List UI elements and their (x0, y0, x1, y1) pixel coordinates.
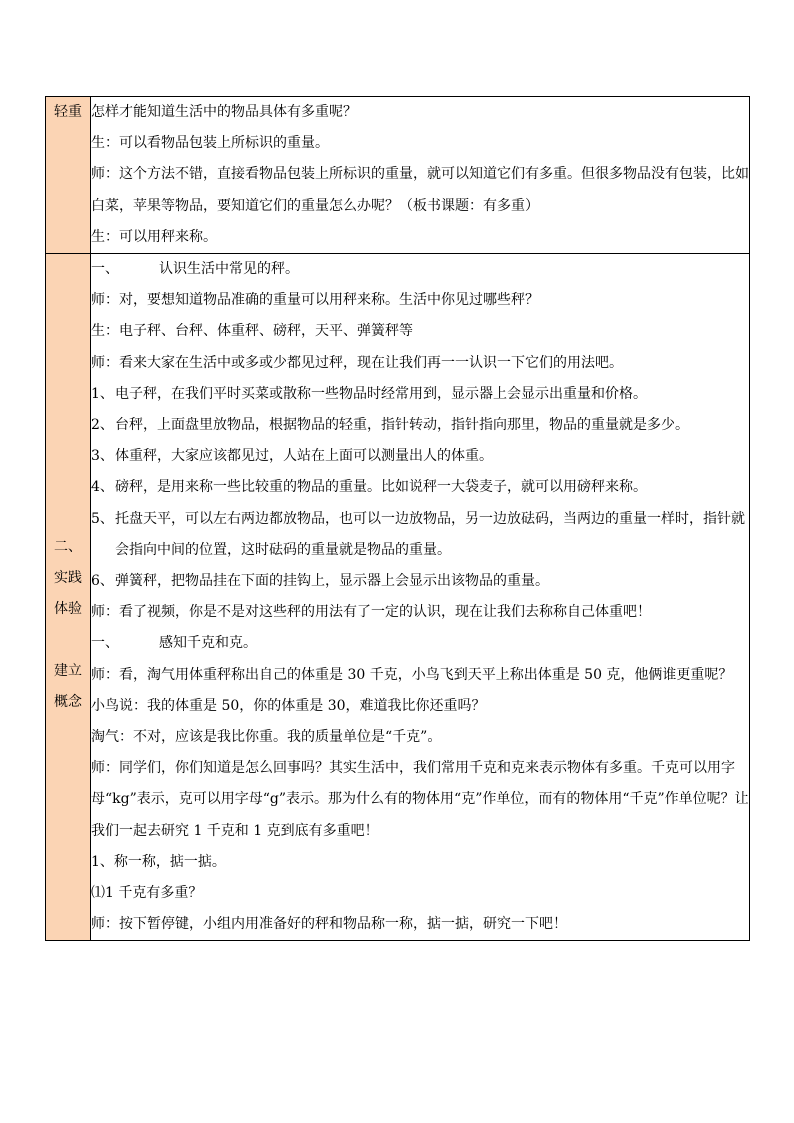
section-label-spacer (46, 625, 90, 656)
text-line: 师：这个方法不错，直接看物品包装上所标识的重量，就可以知道它们有多重。但很多物品没有包装，比如白菜，苹果等物品，要知道它们的重量怎么办呢？（板书课题：有多重） (91, 166, 749, 214)
section-heading (91, 254, 749, 285)
text-line: 生：可以用秤来称。 (91, 228, 217, 245)
list-item-number: 1、 (91, 385, 114, 402)
text-line: 淘气：不对，应该是我比你重。我的质量单位是“千克”。 (91, 729, 442, 746)
text-line: 师：对，要想知道物品准确的重量可以用秤来称。生活中你见过哪些秤？ (91, 292, 539, 309)
text-line: 师：看了视频，你是不是对这些秤的用法有了一定的认识，现在让我们去称称自己体重吧！ (91, 604, 651, 621)
text-line: 生：电子秤、台秤、体重秤、磅秤，天平、弹簧秤等 (91, 323, 413, 340)
list-item (91, 379, 749, 410)
lesson-plan-table (45, 96, 750, 941)
heading-text: 认识生活中常见的秤。 (159, 261, 299, 278)
list-item (91, 566, 749, 597)
list-item (91, 441, 749, 472)
list-item-text: 托盘天平，可以左右两边都放物品，也可以一边放物品，另一边放砝码，当两边的重量一样时，指针就会指向中间的位置，这时砝码的重量就是物品的重量。 (115, 510, 745, 558)
section-heading (91, 628, 749, 659)
heading-number: 一、 (91, 261, 119, 278)
section-label: 建立 (54, 663, 82, 680)
section-label: 体验 (54, 601, 82, 618)
text-line: 生：可以看物品包装上所标识的重量。 (91, 135, 329, 152)
text-line: 师：同学们，你们知道是怎么回事吗？其实生活中，我们常用千克和克来表示物体有多重。千克可以用字母“kg”表示，克可以用字母“g”表示。那为什么有的物体用“克”作单位，而有的物体用“千克”作单位呢？让我们一起去研究 1 千克和 1 克到底有多重吧！ (91, 760, 749, 839)
text-line: ⑴1 千克有多重？ (91, 885, 203, 902)
list-item-text: 弹簧秤，把物品挂在下面的挂钩上，显示器上会显示出该物品的重量。 (115, 573, 549, 590)
text-line: 怎样才能知道生活中的物品具体有多重呢？ (91, 104, 357, 120)
list-item-number: 4、 (91, 479, 114, 496)
section-content-cell (91, 254, 750, 941)
list-item (91, 410, 749, 441)
section-label: 轻重 (54, 104, 82, 120)
heading-number: 一、 (91, 635, 119, 652)
list-item-text: 电子秤，在我们平时买菜或散称一些物品时经常用到，显示器上会显示出重量和价格。 (115, 385, 647, 402)
list-item-text: 体重秤，大家应该都见过，人站在上面可以测量出人的体重。 (115, 448, 493, 465)
list-item (91, 472, 749, 503)
list-item-text: 台秤，上面盘里放物品，根据物品的轻重，指针转动，指针指向那里，物品的重量就是多少。 (115, 417, 689, 434)
text-line: 师：看，淘气用体重秤称出自己的体重是 30 千克，小鸟飞到天平上称出体重是 50 克，他俩谁更重呢？ (91, 666, 733, 683)
text-line: 1、称一称，掂一掂。 (91, 853, 226, 870)
section-label: 实践 (54, 570, 82, 587)
section-label: 概念 (54, 694, 82, 711)
list-item-number: 2、 (91, 417, 114, 434)
heading-text: 感知千克和克。 (159, 635, 257, 652)
section-row-1 (46, 97, 750, 254)
text-line: 师：按下暂停键，小组内用准备好的秤和物品称一称，掂一掂，研究一下吧！ (91, 916, 567, 933)
list-item-number: 3、 (91, 448, 114, 465)
text-line: 小鸟说：我的体重是 50，你的体重是 30，难道我比你还重吗？ (91, 697, 486, 714)
list-item-number: 6、 (91, 573, 114, 590)
list-item-number: 5、 (91, 510, 114, 527)
section-label-cell (46, 254, 91, 941)
section-row-2 (46, 254, 750, 941)
list-item (91, 504, 749, 566)
list-item-text: 磅秤，是用来称一些比较重的物品的重量。比如说秤一大袋麦子，就可以用磅秤来称。 (115, 479, 647, 496)
text-line: 师：看来大家在生活中或多或少都见过秤，现在让我们再一一认识一下它们的用法吧。 (91, 354, 623, 371)
section-content-cell (91, 97, 750, 254)
section-label: 二、 (54, 539, 82, 556)
section-label-cell (46, 97, 91, 254)
